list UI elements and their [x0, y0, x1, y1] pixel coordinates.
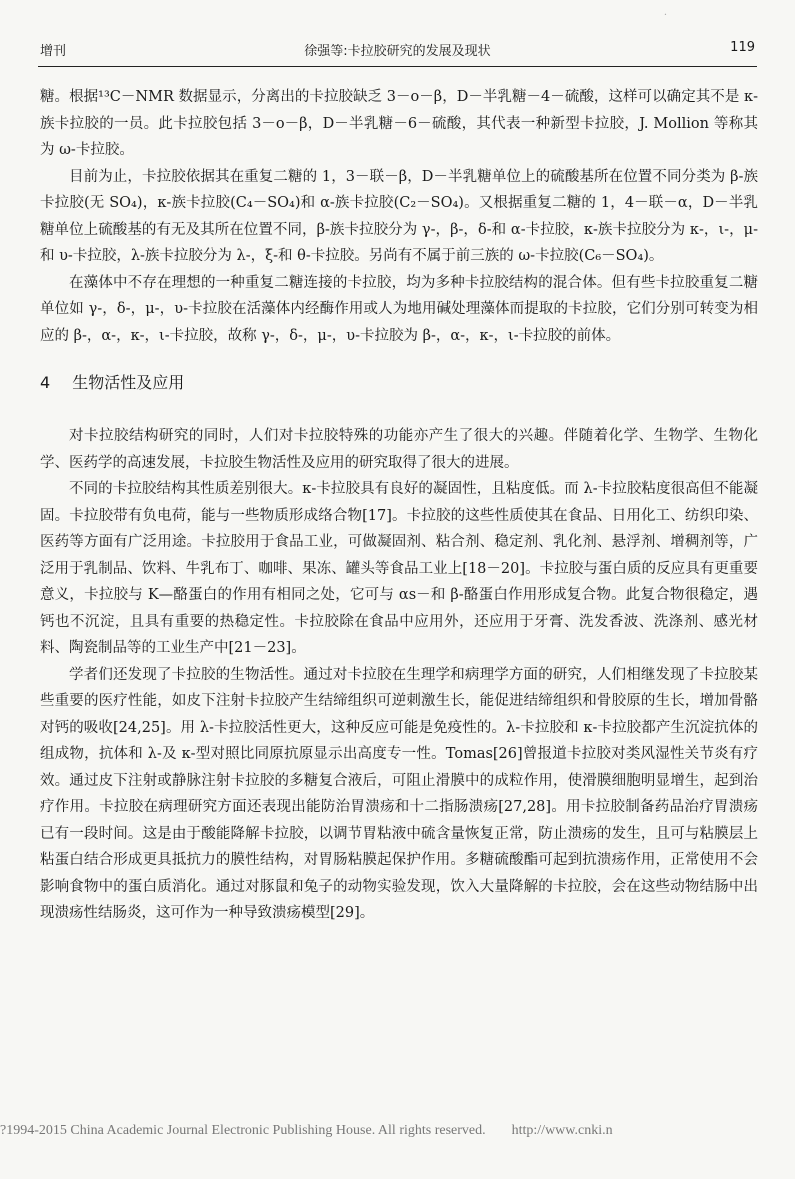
cnki-url: http://www.cnki.n	[511, 1123, 613, 1138]
paragraph-precursors: 在藻体中不存在理想的一种重复二糖连接的卡拉胶，均为多种卡拉胶结构的混合体。但有些卡拉胶重复二糖单位如 γ-，δ-，μ-，υ-卡拉胶在活藻体内经酶作用或人为地用碱处理藻体而提取的卡拉胶，它们分别可转变为相应的 β-，α-，κ-，ι-卡拉胶，故称 γ-，δ-，μ-，υ-卡拉胶为 β-，α-，κ-，ι-卡拉胶的前体。	[40, 274, 758, 344]
header-article-title: 徐强等:卡拉胶研究的发展及现状	[304, 44, 491, 59]
paragraph-intro: 对卡拉胶结构研究的同时，人们对卡拉胶特殊的功能亦产生了很大的兴趣。伴随着化学、生物学、生物化学、医药学的高速发展，卡拉胶生物活性及应用的研究取得了很大的进展。	[40, 428, 758, 471]
copyright-text: ?1994-2015 China Academic Journal Electronic Publishing House. All rights reserved.	[0, 1123, 486, 1138]
header-supplement-label: 增刊	[40, 44, 67, 59]
running-header	[40, 40, 755, 64]
section-number: 4	[40, 373, 51, 392]
header-divider	[38, 66, 757, 67]
scan-mark: ·	[663, 10, 667, 21]
paragraph-continued: 糖。根据¹³C－NMR 数据显示，分离出的卡拉胶缺乏 3－o－β，D－半乳糖－4－硫酸，这样可以确定其不是 κ-族卡拉胶的一员。此卡拉胶包括 3－o－β，D－半乳糖－6－硫酸，其代表一种新型卡拉胶，J. Mollion 等称其为 ω-卡拉胶。	[40, 89, 758, 158]
header-page-number: 119	[730, 40, 755, 55]
section-heading	[40, 371, 758, 395]
paragraph-properties: 不同的卡拉胶结构其性质差别很大。κ-卡拉胶具有良好的凝固性，且粘度低。而 λ-卡拉胶粘度很高但不能凝固。卡拉胶带有负电荷，能与一些物质形成络合物[17]。卡拉胶的这些性质使其在食品、日用化工、纺织印染、医药等方面有广泛用途。卡拉胶用于食品工业，可做凝固剂、粘合剂、稳定剂、乳化剂、悬浮剂、增稠剂等，广泛用于乳制品、饮料、牛乳布丁、咖啡、果冻、罐头等食品工业上[18－20]。卡拉胶与蛋白质的反应具有更重要意义，卡拉胶与 K—酪蛋白的作用有相同之处，它可与 αs－和 β-酪蛋白作用形成复合物。此复合物很稳定，遇钙也不沉淀，且具有重要的热稳定性。卡拉胶除在食品中应用外，还应用于牙膏、洗发香波、洗涤剂、感光材料、陶瓷制品等的工业生产中[21－23]。	[40, 481, 758, 656]
copyright-footer	[0, 1123, 613, 1139]
paragraph-bioactivity: 学者们还发现了卡拉胶的生物活性。通过对卡拉胶在生理学和病理学方面的研究，人们相继发现了卡拉胶某些重要的医疗性能，如皮下注射卡拉胶产生结缔组织可逆刺激生长，能促进结缔组织和骨胶原的生长，增加骨骼对钙的吸收[24,25]。用 λ-卡拉胶活性更大，这种反应可能是免疫性的。λ-卡拉胶和 κ-卡拉胶都产生沉淀抗体的组成物，抗体和 λ-及 κ-型对照比同原抗原显示出高度专一性。Tomas[26]曾报道卡拉胶对类风湿性关节炎有疗效。通过皮下注射或静脉注射卡拉胶的多糖复合液后，可阻止滑膜中的成粒作用，使滑膜细胞明显增生，起到治疗作用。卡拉胶在病理研究方面还表现出能防治胃溃疡和十二指肠溃疡[27,28]。用卡拉胶制备药品治疗胃溃疡已有一段时间。这是由于酸能降解卡拉胶，以调节胃粘液中硫含量恢复正常，防止溃疡的发生，且可与粘膜层上粘蛋白结合形成更具抵抗力的膜性结构，对胃肠粘膜起保护作用。多糖硫酸酯可起到抗溃疡作用，正常使用不会影响食物中的蛋白质消化。通过对豚鼠和兔子的动物实验发现，饮入大量降解的卡拉胶，会在这些动物结肠中出现溃疡性结肠炎，这可作为一种导致溃疡模型[29]。	[40, 666, 758, 921]
section-title: 生物活性及应用	[72, 373, 185, 392]
article-body	[40, 84, 758, 927]
paragraph-classification: 目前为止，卡拉胶依据其在重复二糖的 1，3－联－β，D－半乳糖单位上的硫酸基所在位置不同分类为 β-族卡拉胶(无 SO₄)，κ-族卡拉胶(C₄－SO₄)和 α-族卡拉胶(C₂－SO₄)。又根据重复二糖的 1，4－联－α，D－半乳糖单位上硫酸基的有无及其所在位置不同，β-族卡拉胶分为 γ-，β-，δ-和 α-卡拉胶，κ-族卡拉胶分为 κ-，ι-，μ-和 υ-卡拉胶，λ-族卡拉胶分为 λ-，ξ-和 θ-卡拉胶。另尚有不属于前三族的 ω-卡拉胶(C₆－SO₄)。	[40, 168, 758, 264]
